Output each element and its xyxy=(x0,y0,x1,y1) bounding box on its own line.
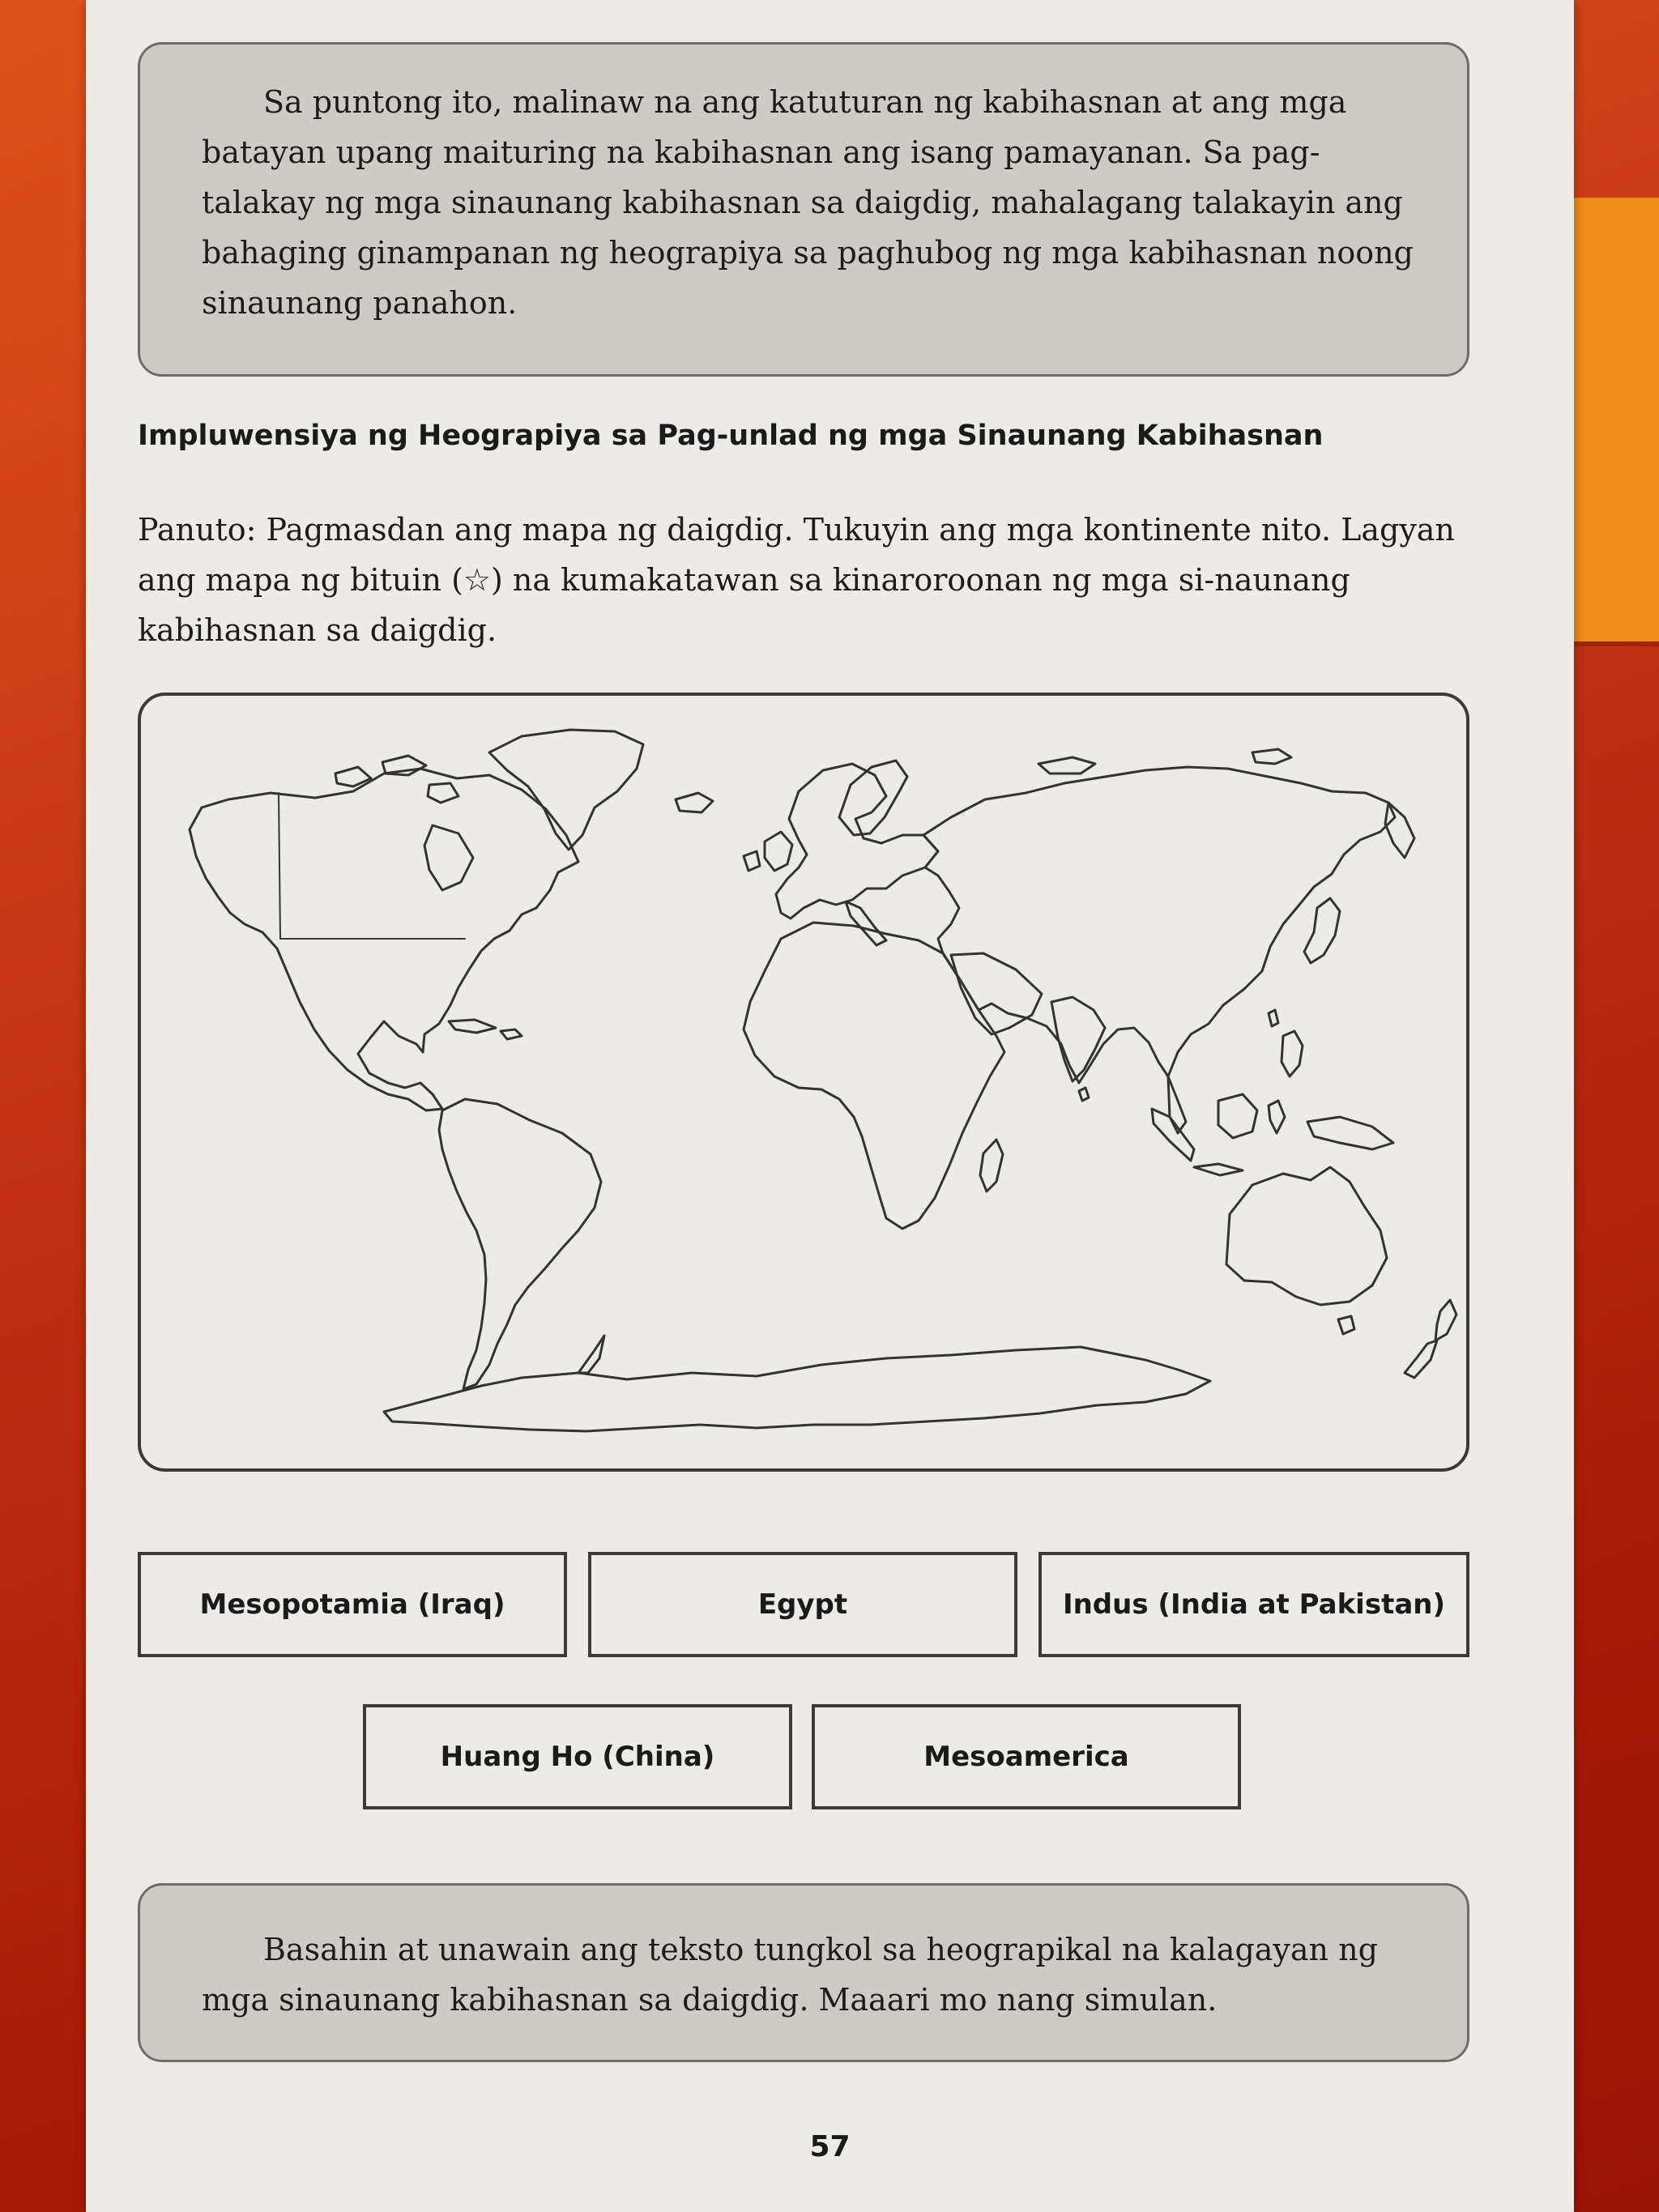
iceland-outline xyxy=(676,793,713,812)
south-america-outline xyxy=(439,1099,601,1389)
kamchatka-outline xyxy=(1385,803,1414,858)
sulawesi-outline xyxy=(1269,1101,1285,1133)
accent-tab xyxy=(1574,198,1659,641)
intro-box xyxy=(138,42,1469,377)
taiwan-outline xyxy=(1269,1010,1278,1026)
arctic-russia-island-2 xyxy=(1252,749,1291,764)
label-mesoamerica: Mesoamerica xyxy=(812,1704,1241,1809)
instructions-text: Panuto: Pagmasdan ang mapa ng daigdig. Tukuyin ang mga kontinente nito. Lagyan ang mapa ng bituin (☆) na kumakatawan sa kinaroroonan ng mga si-naunang kabihasnan sa daigdig. xyxy=(138,512,1455,648)
greenland-outline xyxy=(489,730,643,850)
sumatra-outline xyxy=(1152,1109,1194,1161)
japan-outline xyxy=(1304,898,1340,963)
new-zealand-south-outline xyxy=(1405,1340,1437,1378)
scandinavia-outline xyxy=(839,761,907,835)
intro-text: Sa puntong ito, malinaw na ang katuturan ng kabihasnan at ang mga batayan upang maituring na kabihasnan ang isang pamayanan. Sa pag-talakay ng mga sinaunang kabihasnan sa daigdig, mahalagang talakayin ang bahaging ginampanan ng heograpiya sa paghubog ng mga kabihasnan noong sinaunang panahon. xyxy=(202,84,1414,321)
borneo-outline xyxy=(1218,1094,1257,1138)
southeast-asia-peninsula xyxy=(1168,1076,1186,1133)
label-indus: Indus (India at Pakistan) xyxy=(1038,1552,1469,1657)
british-isles-outline xyxy=(765,832,792,871)
africa-outline xyxy=(744,923,1004,1229)
europe-outline xyxy=(776,764,938,918)
label-egypt: Egypt xyxy=(588,1552,1017,1657)
tasmania-outline xyxy=(1338,1316,1354,1334)
accent-tab-shadow xyxy=(1574,641,1659,646)
hudson-bay xyxy=(424,825,473,890)
section-heading: Impluwensiya ng Heograpiya sa Pag-unlad ng mga Sinaunang Kabihasnan xyxy=(138,420,1324,452)
india-outline xyxy=(1051,997,1105,1081)
closing-text: Basahin at unawain ang teksto tungkol sa heograpikal na kalagayan ng mga sinaunang kabihasnan sa daigdig. Maaari mo nang simulan. xyxy=(202,1932,1378,2018)
arabia-outline xyxy=(951,953,1042,1034)
asia-outline xyxy=(923,767,1395,1083)
philippines-outline xyxy=(1282,1031,1303,1076)
italy-outline xyxy=(846,901,886,945)
closing-box xyxy=(138,1883,1469,2062)
antarctica-outline xyxy=(384,1347,1210,1431)
arctic-island-3 xyxy=(428,783,458,803)
arctic-russia-island xyxy=(1038,757,1095,774)
java-outline xyxy=(1194,1164,1243,1175)
sri-lanka-outline xyxy=(1079,1088,1089,1101)
hispaniola-outline xyxy=(501,1029,522,1039)
cuba-outline xyxy=(449,1020,496,1033)
textbook-page xyxy=(86,0,1574,2212)
australia-outline xyxy=(1226,1167,1387,1305)
antarctic-peninsula-outline xyxy=(578,1336,604,1373)
new-zealand-north-outline xyxy=(1435,1300,1456,1340)
page-number: 57 xyxy=(809,2130,851,2163)
label-mesopotamia: Mesopotamia (Iraq) xyxy=(138,1552,567,1657)
world-map-frame xyxy=(138,693,1469,1472)
world-map-outline xyxy=(141,696,1466,1468)
new-guinea-outline xyxy=(1307,1117,1393,1149)
madagascar-outline xyxy=(980,1140,1003,1191)
label-huang-ho: Huang Ho (China) xyxy=(363,1704,792,1809)
ireland-outline xyxy=(744,851,760,871)
alaska-border xyxy=(279,793,280,939)
